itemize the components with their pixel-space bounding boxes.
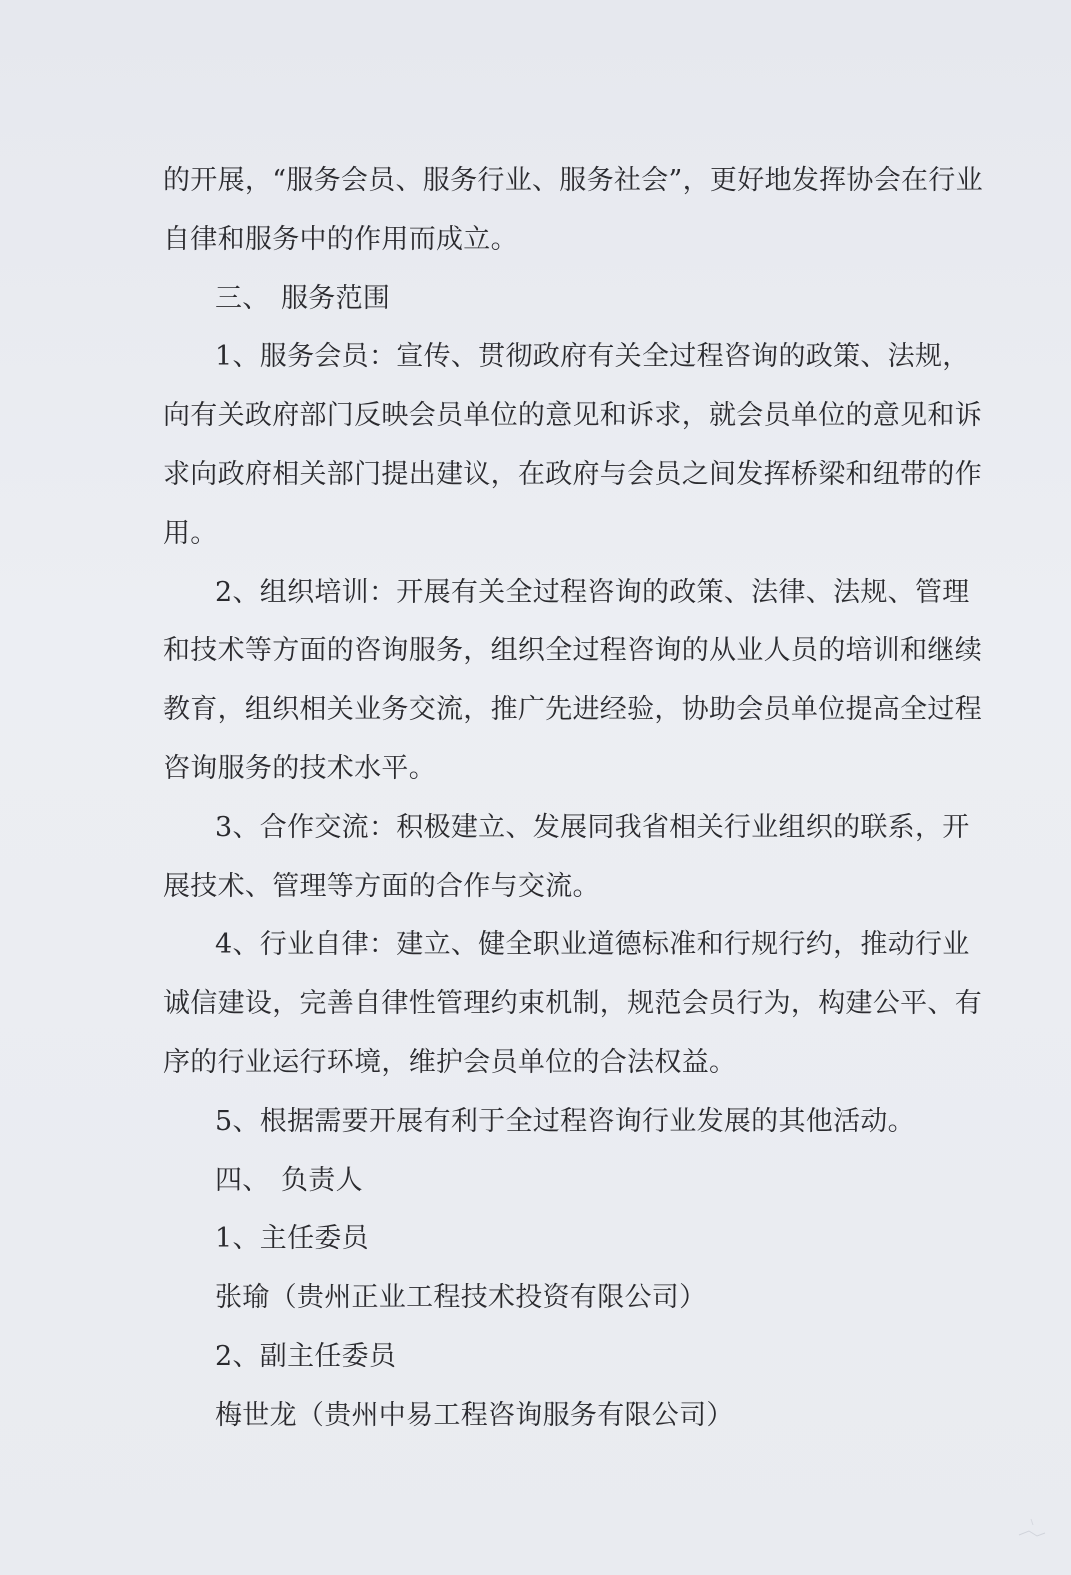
paragraph-line: 咨询服务的技术水平。 (163, 752, 436, 784)
person-entry: 张瑜（贵州正业工程技术投资有限公司） (215, 1282, 707, 1314)
paragraph-line: 2、组织培训：开展有关全过程咨询的政策、法律、法规、管理 (215, 576, 970, 608)
person-entry: 梅世龙（贵州中易工程咨询服务有限公司） (215, 1399, 734, 1431)
paragraph-line: 展技术、管理等方面的合作与交流。 (163, 870, 600, 902)
paragraph-line: 和技术等方面的咨询服务，组织全过程咨询的从业人员的培训和继续 (163, 635, 982, 667)
role-title: 2、副主任委员 (215, 1340, 397, 1372)
scan-mark (1011, 1505, 1051, 1545)
paragraph-line: 序的行业运行环境，维护会员单位的合法权益。 (163, 1046, 737, 1078)
section-title: 负责人 (281, 1164, 363, 1196)
paragraph-line: 4、行业自律：建立、健全职业道德标准和行规行约，推动行业 (215, 929, 970, 961)
section-title: 服务范围 (281, 282, 391, 314)
paragraph-line: 求向政府相关部门提出建议，在政府与会员之间发挥桥梁和纽带的作 (163, 458, 982, 490)
document-body (163, 152, 983, 1446)
paragraph-line: 诚信建设，完善自律性管理约束机制，规范会员行为，构建公平、有 (163, 988, 982, 1020)
role-title: 1、主任委员 (215, 1223, 369, 1255)
paragraph-line: 自律和服务中的作用而成立。 (163, 223, 518, 255)
paragraph-line: 用。 (163, 517, 218, 549)
section-heading-scope (163, 270, 935, 329)
paragraph-line: 教育，组织相关业务交流，推广先进经验，协助会员单位提高全过程 (163, 694, 982, 726)
section-heading-leader (163, 1152, 935, 1211)
paragraph-line: 1、服务会员：宣传、贯彻政府有关全过程咨询的政策、法规， (215, 341, 970, 373)
paragraph-line: 5、根据需要开展有利于全过程咨询行业发展的其他活动。 (215, 1105, 915, 1137)
paragraph-line: 3、合作交流：积极建立、发展同我省相关行业组织的联系，开 (215, 811, 970, 843)
section-number: 三、 (215, 282, 270, 314)
paragraph-line: 的开展，“服务会员、服务行业、服务社会”，更好地发挥协会在行业 (163, 165, 983, 196)
paragraph-line: 向有关政府部门反映会员单位的意见和诉求，就会员单位的意见和诉 (163, 400, 982, 432)
section-number: 四、 (215, 1164, 270, 1196)
